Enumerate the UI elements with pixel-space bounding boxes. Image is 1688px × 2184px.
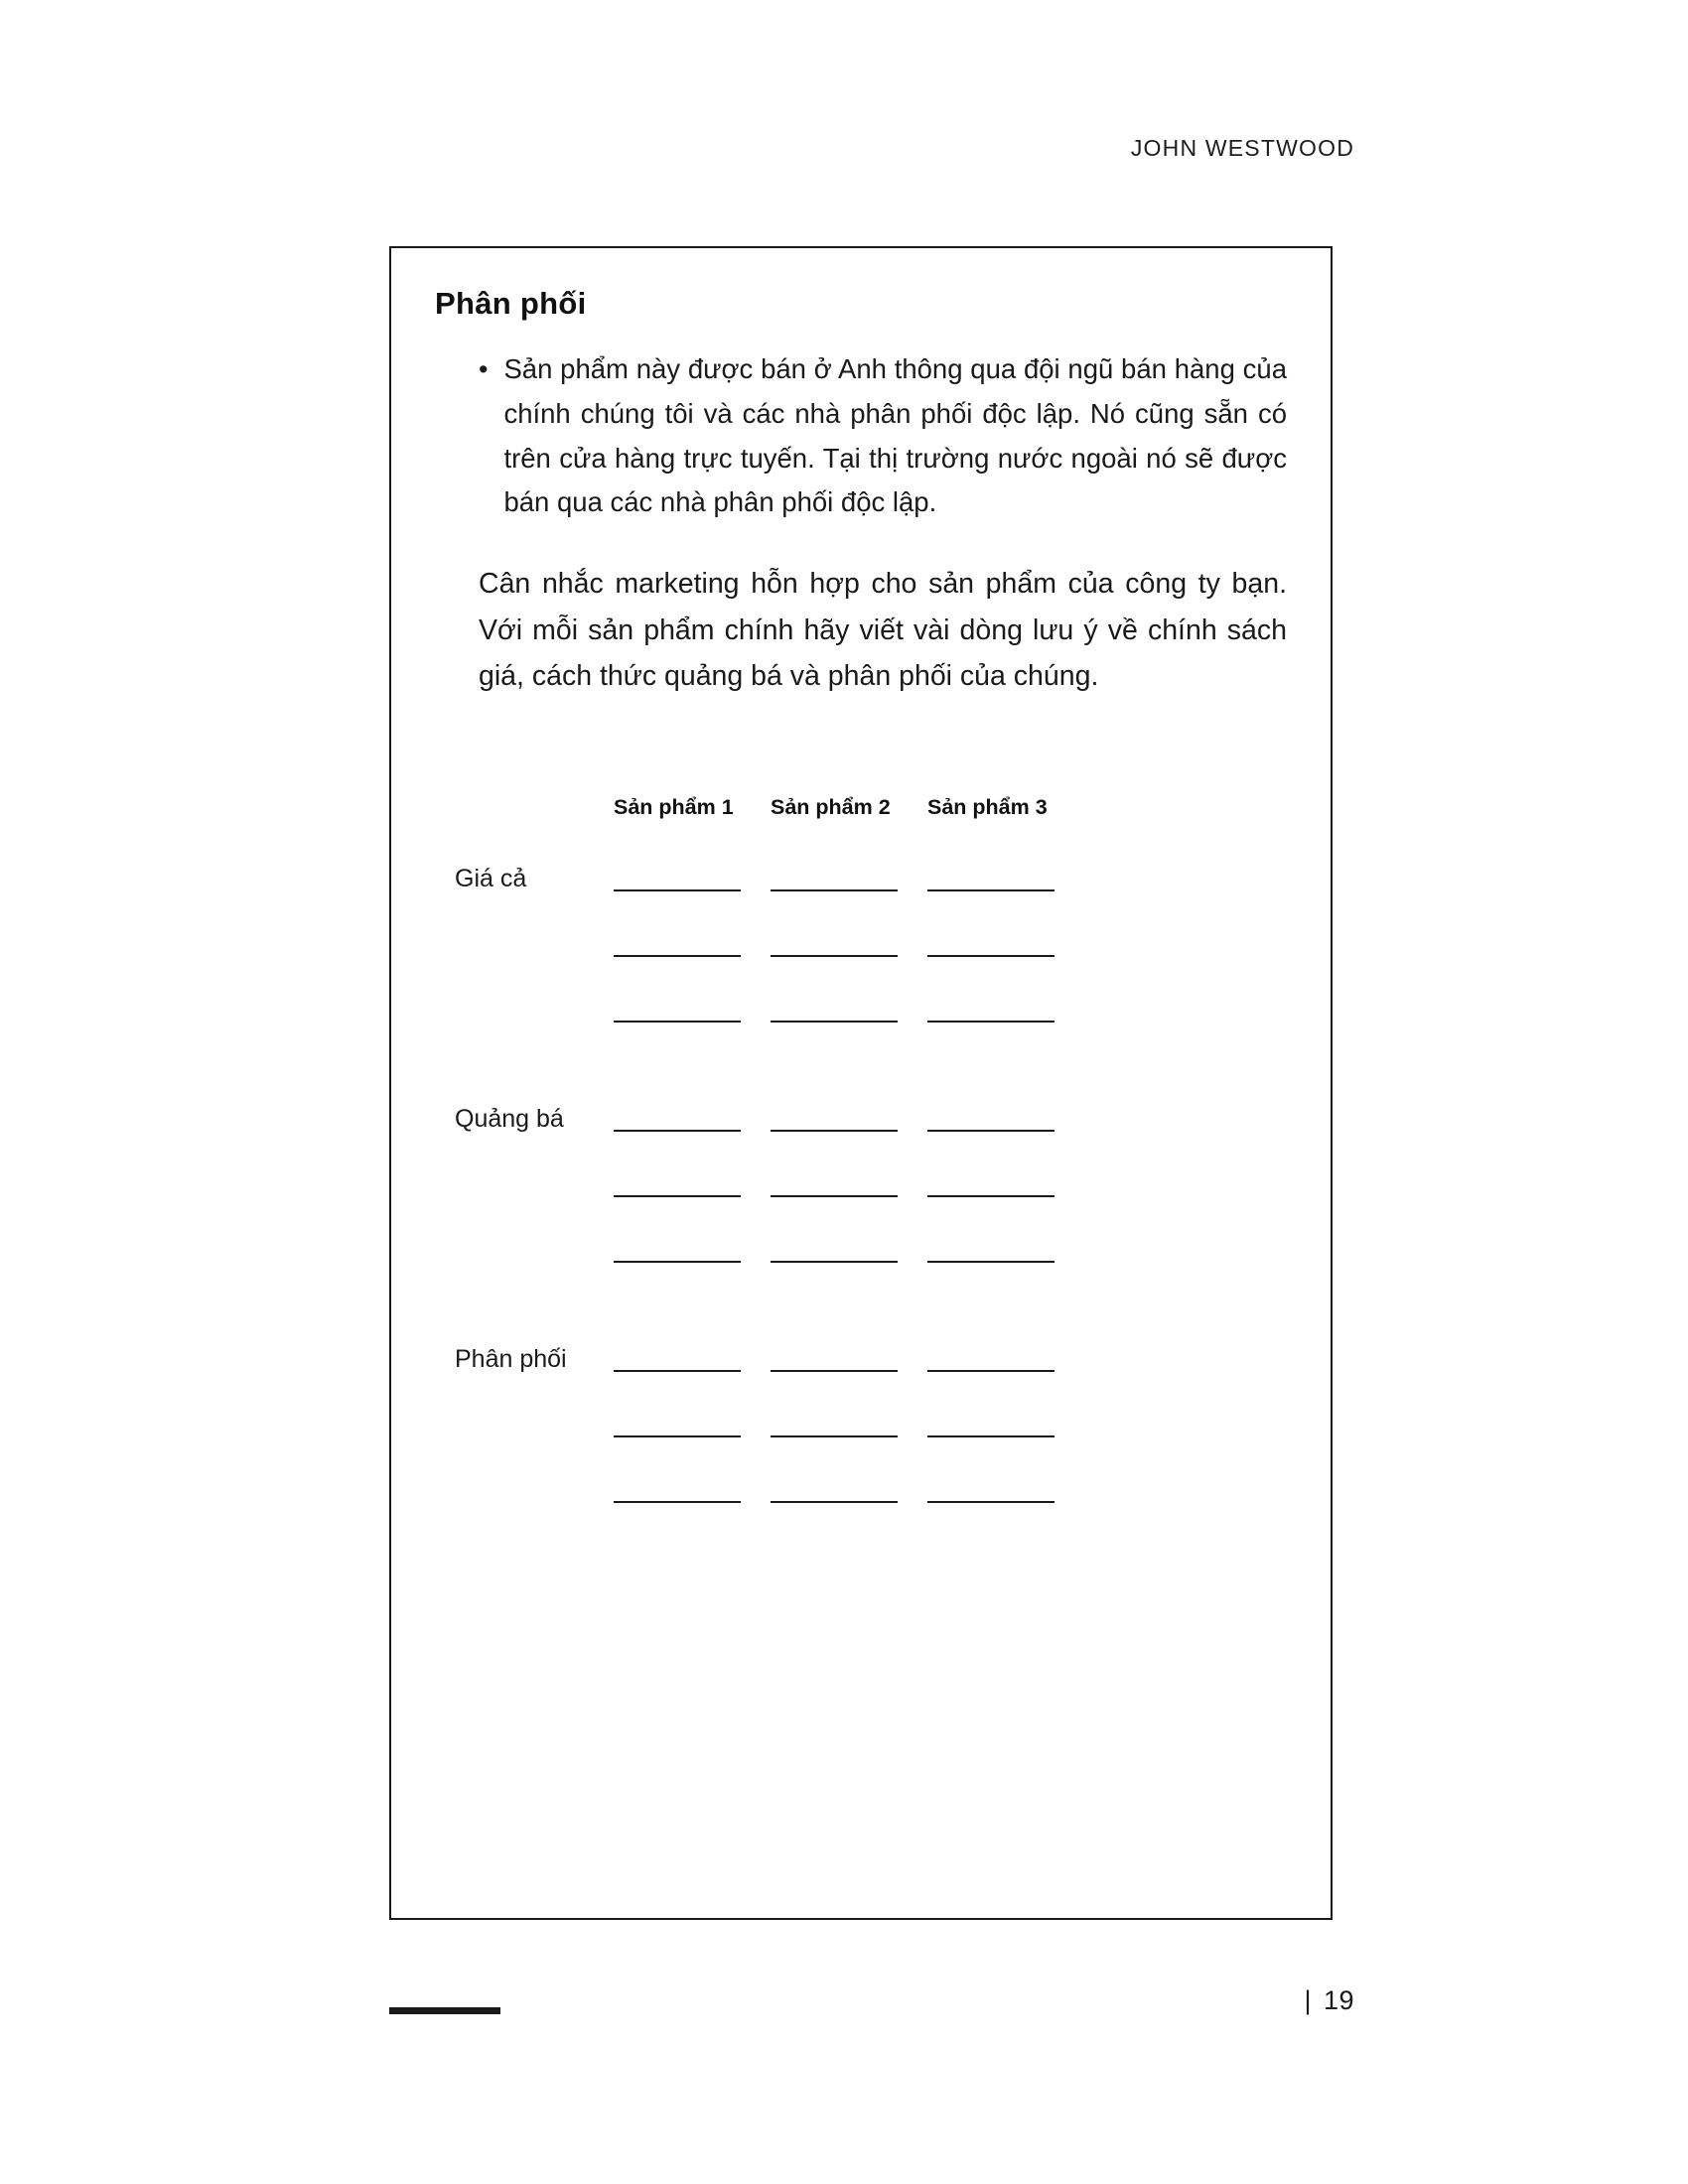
table-row [455,1138,1287,1203]
write-in-line[interactable] [614,1021,741,1023]
write-in-line[interactable] [927,1130,1055,1132]
bullet-item-text: Sản phẩm này được bán ở Anh thông qua đội ngũ bán hàng của chính chúng tôi và các nhà phân phối độc lập. Nó cũng sẵn có trên cửa hàng trực tuyến. Tại thị trường nước ngoài nó sẽ được bán qua các nhà phân phối độc lập. [503,353,1287,518]
exercise-box-content [435,286,1287,1553]
table-row [455,1312,1287,1378]
write-in-line[interactable] [927,889,1055,891]
write-in-line[interactable] [614,1501,741,1503]
write-in-line[interactable] [614,1130,741,1132]
worksheet-column-header-3: Sản phẩm 3 [927,794,1048,819]
worksheet-cell[interactable] [771,1130,927,1138]
worksheet-cell[interactable] [927,955,1084,963]
worksheet-cell[interactable] [614,1435,771,1443]
write-in-line[interactable] [927,1435,1055,1437]
write-in-line[interactable] [771,1261,898,1263]
running-head-author: JOHN WESTWOOD [1130,135,1354,161]
worksheet-row-label-price: Giá cả [455,864,527,892]
worksheet-row-label-distribution: Phân phối [455,1344,567,1373]
table-row [455,832,1287,897]
worksheet-corner-cell [455,795,614,820]
worksheet-cell[interactable] [927,1130,1084,1138]
worksheet-cell[interactable] [614,1195,771,1203]
table-row [455,1072,1287,1138]
worksheet-cell[interactable] [927,1195,1084,1203]
worksheet-row-label-empty [455,1439,614,1443]
worksheet-row-label-empty [455,1265,614,1269]
write-in-line[interactable] [771,1435,898,1437]
table-row [455,897,1287,963]
worksheet-cell[interactable] [927,889,1084,897]
worksheet-cell[interactable] [927,1501,1084,1509]
bullet-marker-icon: • [479,354,489,384]
worksheet-cell[interactable] [614,1021,771,1028]
worksheet-table [455,795,1287,1509]
table-row [455,963,1287,1028]
worksheet-column-header-1: Sản phẩm 1 [614,794,734,819]
worksheet-cell[interactable] [771,1021,927,1028]
table-row [455,1203,1287,1269]
worksheet-cell[interactable] [614,889,771,897]
worksheet-cell[interactable] [771,1501,927,1509]
worksheet-row-label-empty [455,1024,614,1028]
write-in-line[interactable] [927,1370,1055,1372]
write-in-line[interactable] [614,1261,741,1263]
instruction-paragraph: Cân nhắc marketing hỗn hợp cho sản phẩm của công ty bạn. Với mỗi sản phẩm chính hãy viết vài dòng lưu ý về chính sách giá, cách thức quảng bá và phân phối của chúng. [479,568,1287,693]
write-in-line[interactable] [771,1370,898,1372]
write-in-line[interactable] [771,1021,898,1023]
worksheet-cell[interactable] [771,1261,927,1269]
worksheet-cell[interactable] [614,955,771,963]
write-in-line[interactable] [771,1195,898,1197]
write-in-line[interactable] [771,1501,898,1503]
worksheet-cell[interactable] [614,1130,771,1138]
worksheet-row-label-promotion: Quảng bá [455,1104,564,1133]
worksheet-row-group-distribution [455,1312,1287,1509]
worksheet-cell[interactable] [927,1370,1084,1378]
worksheet-cell[interactable] [614,1261,771,1269]
write-in-line[interactable] [614,1435,741,1437]
worksheet-cell[interactable] [771,955,927,963]
worksheet-column-header-2: Sản phẩm 2 [771,794,891,819]
bullet-item [479,347,1287,525]
worksheet-header-row [455,795,1287,820]
worksheet-cell[interactable] [771,1435,927,1443]
write-in-line[interactable] [927,1021,1055,1023]
page-number [1304,1985,1354,2016]
page-number-value: 19 [1323,1985,1354,2015]
write-in-line[interactable] [614,955,741,957]
write-in-line[interactable] [614,889,741,891]
worksheet-cell[interactable] [927,1261,1084,1269]
footer-rule [389,2007,500,2014]
write-in-line[interactable] [771,955,898,957]
worksheet-cell[interactable] [614,1501,771,1509]
table-row [455,1378,1287,1443]
worksheet-row-group-promotion [455,1072,1287,1269]
exercise-title: Phân phối [435,286,587,321]
write-in-line[interactable] [771,1130,898,1132]
write-in-line[interactable] [927,955,1055,957]
worksheet-cell[interactable] [771,1370,927,1378]
worksheet-cell[interactable] [927,1021,1084,1028]
worksheet-cell[interactable] [614,1370,771,1378]
worksheet-row-label-empty [455,959,614,963]
worksheet-row-label-empty [455,1199,614,1203]
write-in-line[interactable] [927,1195,1055,1197]
write-in-line[interactable] [927,1261,1055,1263]
worksheet-row-group-price [455,832,1287,1028]
worksheet-cell[interactable] [771,889,927,897]
page-number-separator: | [1304,1985,1312,2015]
worksheet-cell[interactable] [771,1195,927,1203]
exercise-box [389,246,1333,1920]
worksheet-cell[interactable] [927,1435,1084,1443]
worksheet-row-label-empty [455,1505,614,1509]
write-in-line[interactable] [614,1370,741,1372]
write-in-line[interactable] [771,889,898,891]
write-in-line[interactable] [927,1501,1055,1503]
table-row [455,1443,1287,1509]
write-in-line[interactable] [614,1195,741,1197]
